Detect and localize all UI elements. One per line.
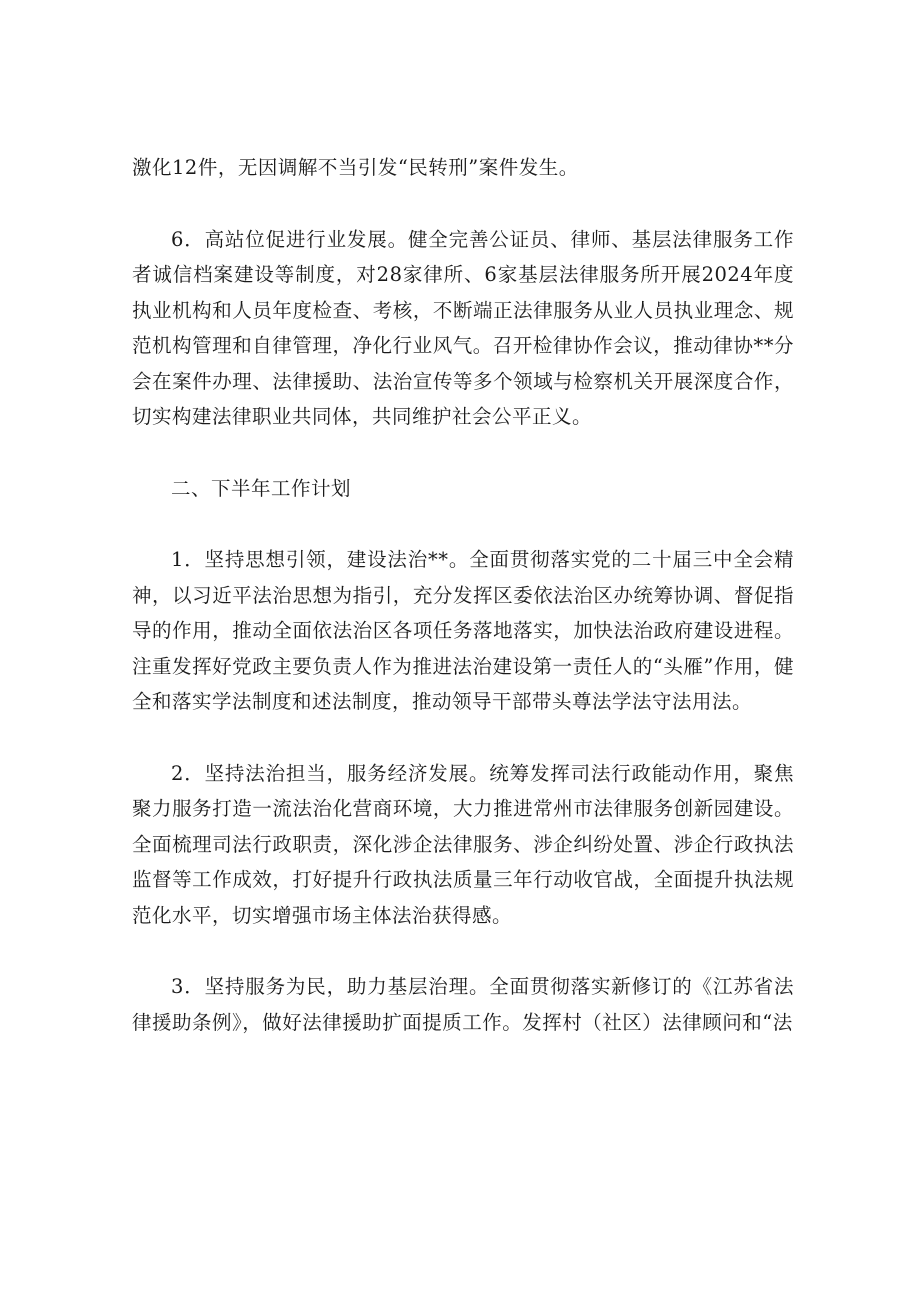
document-body [132, 150, 794, 1040]
plan-item-2: 2．坚持法治担当，服务经济发展。统筹发挥司法行政能动作用，聚焦聚力服务打造一流法治化营商环境，大力推进常州市法律服务创新园建设。全面梳理司法行政职责，深化涉企法律服务、涉企纠纷处置、涉企行政执法监督等工作成效，打好提升行政执法质量三年行动收官战，全面提升执法规范化水平，切实增强市场主体法治获得感。 [132, 761, 794, 927]
plan-item-1: 1．坚持思想引领，建设法治**。全面贯彻落实党的二十届三中全会精神，以习近平法治思想为指引，充分发挥区委依法治区办统筹协调、督促指导的作用，推动全面依法治区各项任务落地落实，加快法治政府建设进程。注重发挥好党政主要负责人作为推进法治建设第一责任人的“头雁”作用，健全和落实学法制度和述法制度，推动领导干部带头尊法学法守法用法。 [132, 548, 794, 713]
continuation-paragraph: 激化12件，无因调解不当引发“民转刑”案件发生。 [132, 156, 579, 179]
section-heading: 二、下半年工作计划 [171, 476, 352, 500]
plan-item-3: 3．坚持服务为民，助力基层治理。全面贯彻落实新修订的《江苏省法律援助条例》，做好法律援助扩面提质工作。发挥村（社区）法律顾问和“法 [132, 975, 794, 1034]
paragraph-6: 6．高站位促进行业发展。健全完善公证员、律师、基层法律服务工作者诚信档案建设等制度，对28家律所、6家基层法律服务所开展2024年度执业机构和人员年度检查、考核，不断端正法律服务从业人员执业理念、规范机构管理和自律管理，净化行业风气。召开检律协作会议，推动律协**分会在案件办理、法律援助、法治宣传等多个领域与检察机关开展深度合作，切实构建法律职业共同体，共同维护社会公平正义。 [132, 227, 794, 428]
